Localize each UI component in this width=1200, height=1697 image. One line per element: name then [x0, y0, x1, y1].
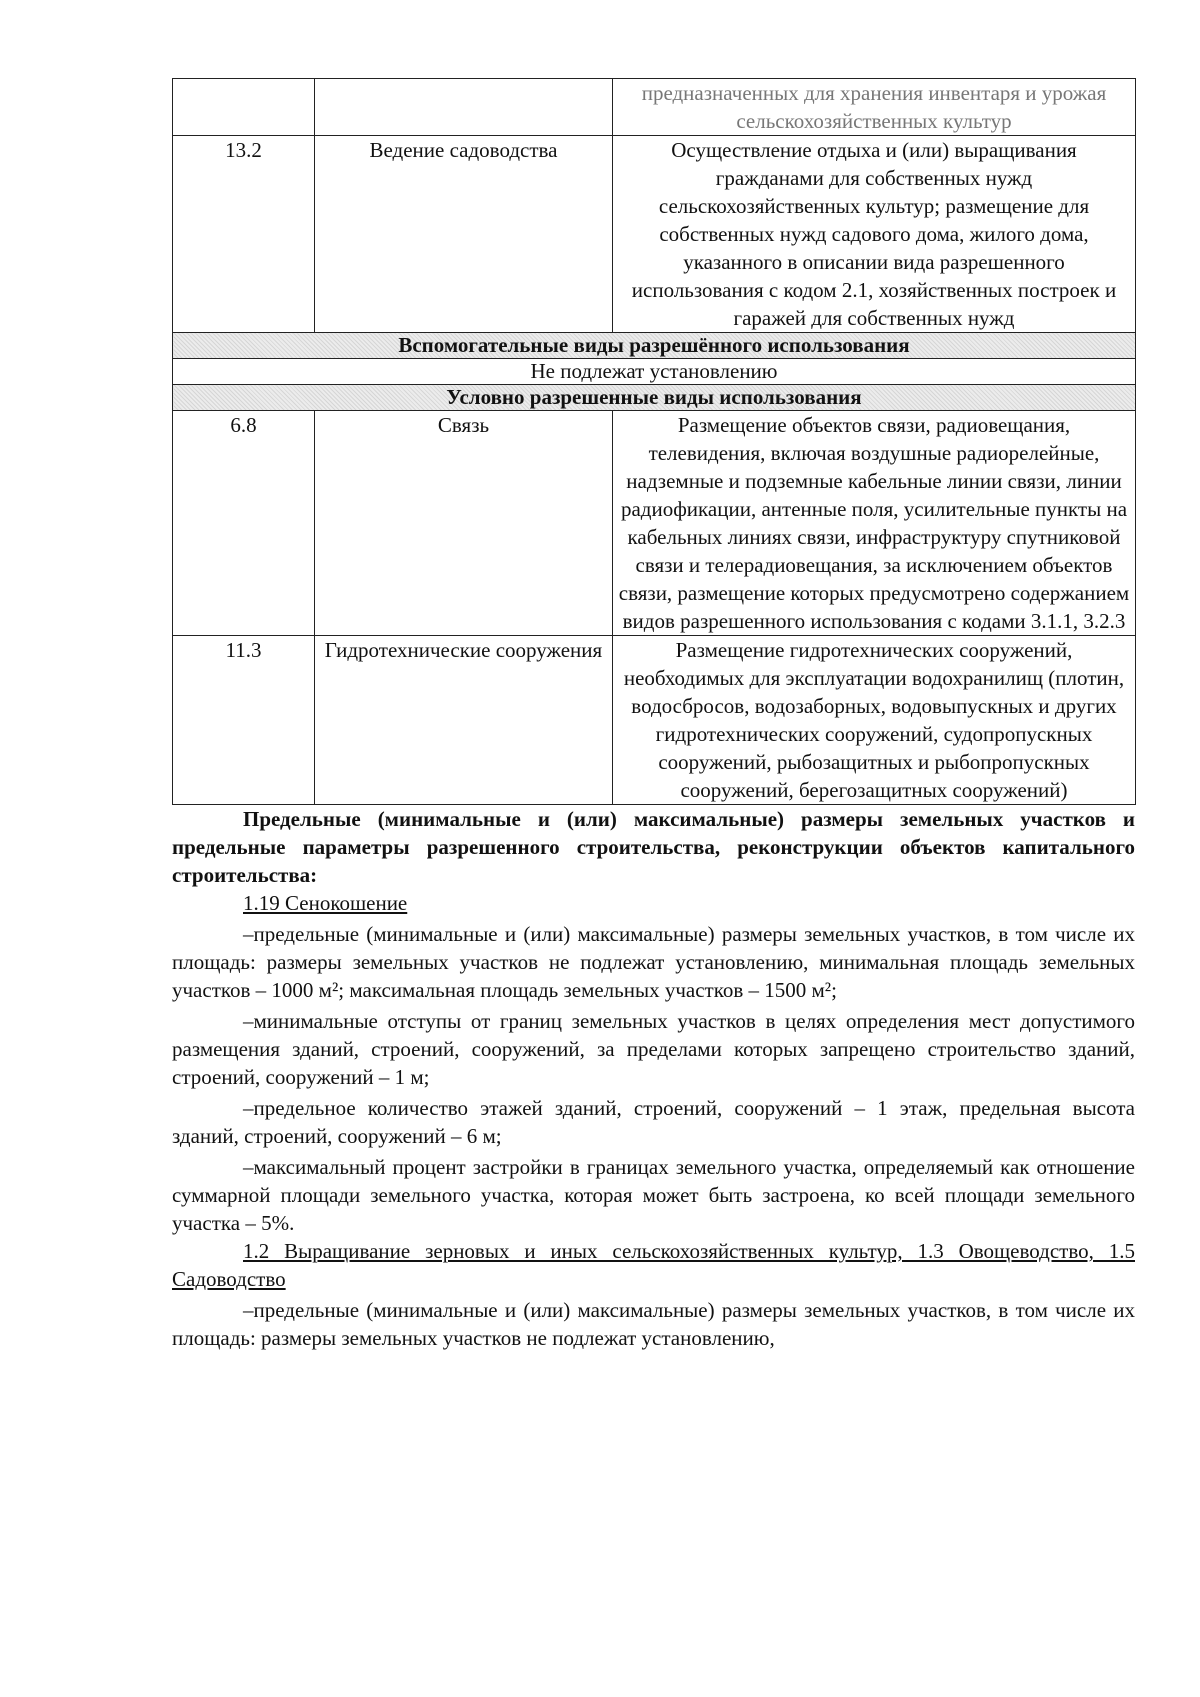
- land-use-table: [172, 78, 1136, 805]
- document-body: [172, 805, 1135, 1352]
- name-cell: Гидротехнические сооружения: [315, 636, 613, 805]
- list-item: –максимальный процент застройки в границах земельного участка, определяемый как отношение суммарной площади земельного участка, которая может быть застроена, ко всей площади земельного участка – 5%.: [172, 1155, 1135, 1235]
- conditional-uses-header: Условно разрешенные виды использования: [173, 385, 1136, 411]
- list-item: –предельные (минимальные и (или) максимальные) размеры земельных участков, в том числе их площадь: размеры земельных участков не подлежат установлению, минимальная площадь земельных участков – 1000 м²; максимальная площадь земельных участков – 1500 м²;: [172, 922, 1135, 1002]
- auxiliary-uses-header: Вспомогательные виды разрешённого использования: [173, 333, 1136, 359]
- description-cell: Размещение объектов связи, радиовещания, телевидения, включая воздушные радиорелейные, надземные и подземные кабельные линии связи, линии радиофикации, антенные поля, усилительные пункты на кабельных линиях связи, инфраструктуру спутниковой связи и телерадиовещания, за исключением объектов связи, размещение которых предусмотрено содержанием видов разрешенного использования с кодами 3.1.1, 3.2.3: [613, 411, 1136, 636]
- parameters-heading: Предельные (минимальные и (или) максимальные) размеры земельных участков и предельные параметры разрешенного строительства, реконструкции объектов капитального строительства:: [172, 807, 1135, 887]
- auxiliary-uses-note: Не подлежат установлению: [173, 359, 1136, 385]
- table-row: [173, 359, 1136, 385]
- section-header-row: [173, 385, 1136, 411]
- section-title-text: 1.19 Сенокошение: [243, 891, 408, 915]
- description-cell: Осуществление отдыха и (или) выращивания гражданами для собственных нужд сельскохозяйственных культур; размещение для собственных нужд садового дома, жилого дома, указанного в описании вида разрешенного использования с кодом 2.1, хозяйственных построек и гаражей для собственных нужд: [613, 136, 1136, 333]
- code-cell: 13.2: [173, 136, 315, 333]
- section-title: [172, 1237, 1135, 1293]
- list-item: –предельное количество этажей зданий, строений, сооружений – 1 этаж, предельная высота зданий, строений, сооружений – 6 м;: [172, 1096, 1135, 1148]
- table-row: [173, 79, 1136, 136]
- table-row: [173, 636, 1136, 805]
- code-cell: [173, 79, 315, 136]
- document-page: [172, 78, 1135, 1352]
- description-cell: Размещение гидротехнических сооружений, необходимых для эксплуатации водохранилищ (плотин, водосбросов, водозаборных, водовыпускных и других гидротехнических сооружений, судопропускных сооружений, рыбозащитных и рыбопропускных сооружений, берегозащитных сооружений): [613, 636, 1136, 805]
- description-cell: предназначенных для хранения инвентаря и урожая сельскохозяйственных культур: [613, 79, 1136, 136]
- name-cell: Связь: [315, 411, 613, 636]
- name-cell: [315, 79, 613, 136]
- table-row: [173, 411, 1136, 636]
- table-row: [173, 136, 1136, 333]
- list-item: –минимальные отступы от границ земельных участков в целях определения мест допустимого размещения зданий, строений, сооружений, за пределами которых запрещено строительство зданий, строений, сооружений – 1 м;: [172, 1009, 1135, 1089]
- name-cell: Ведение садоводства: [315, 136, 613, 333]
- section-header-row: [173, 333, 1136, 359]
- section-title-text: 1.2 Выращивание зерновых и иных сельскохозяйственных культур, 1.3 Овощеводство, 1.5 Садоводство: [172, 1239, 1135, 1291]
- list-item: –предельные (минимальные и (или) максимальные) размеры земельных участков, в том числе их площадь: размеры земельных участков не подлежат установлению,: [172, 1298, 1135, 1350]
- section-title: [172, 889, 1135, 917]
- code-cell: 6.8: [173, 411, 315, 636]
- code-cell: 11.3: [173, 636, 315, 805]
